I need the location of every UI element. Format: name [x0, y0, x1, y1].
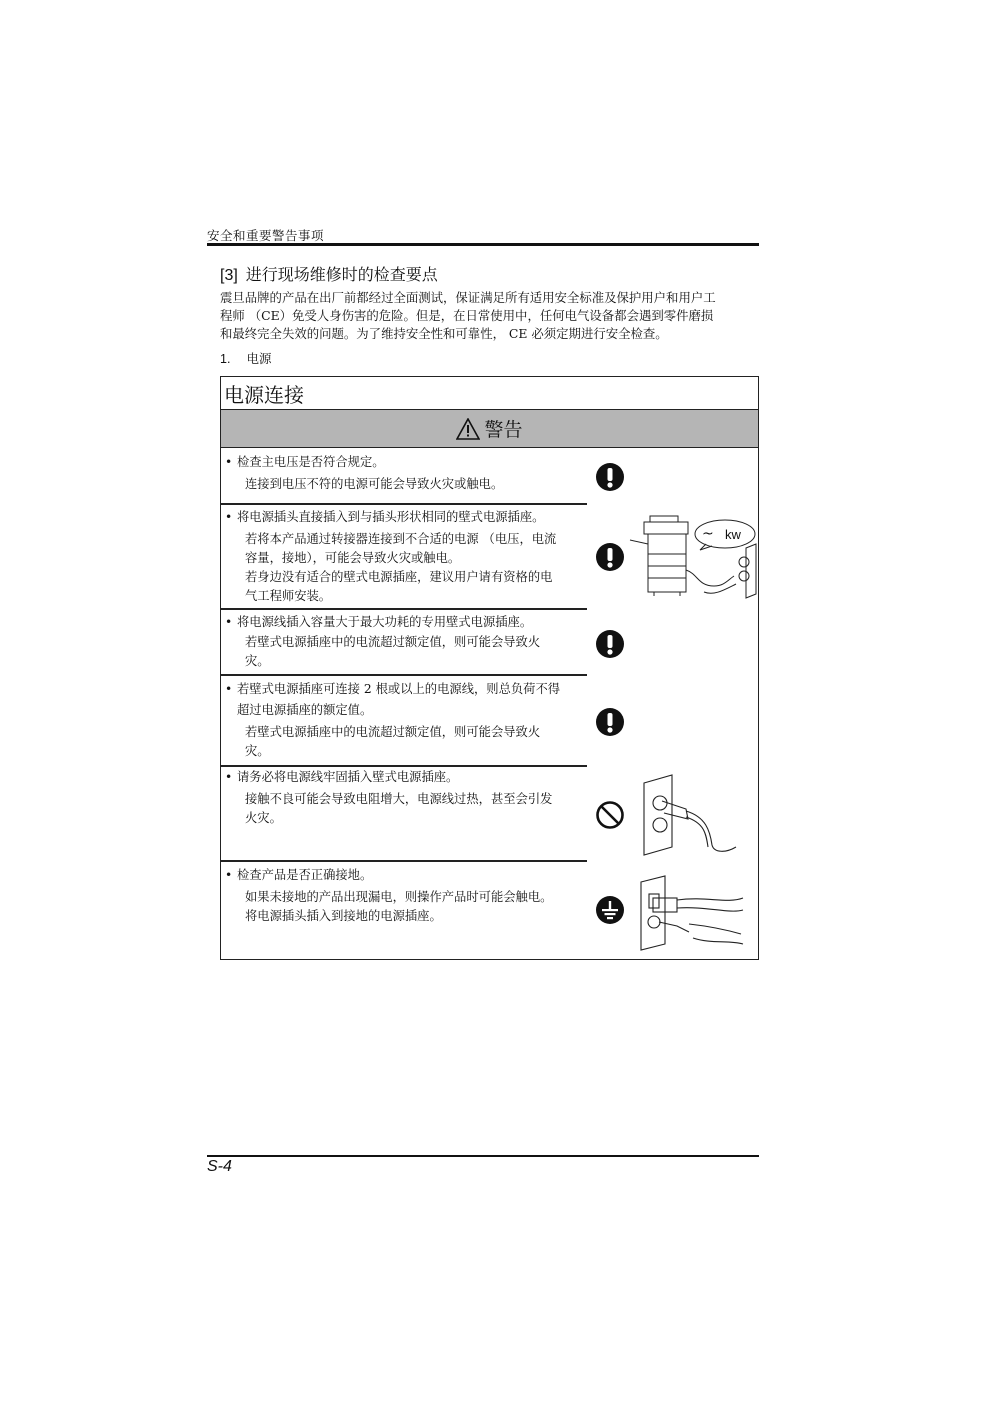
intro-line: 程师 （CE）免受人身伤害的危险。但是，在日常使用中，任何电气设备都会遇到零件磨损 [220, 308, 714, 323]
copier-outlet-illustration [628, 514, 758, 600]
bullet-text: • 请务必将电源线牢固插入壁式电源插座。 [225, 770, 459, 784]
detail-line: 灾。 [245, 744, 270, 758]
exclamation-icon [595, 629, 625, 659]
section-title-text: 进行现场维修时的检查要点 [245, 265, 438, 284]
check-item [225, 453, 587, 494]
grounded-plug-illustration [637, 874, 745, 952]
check-item [225, 866, 587, 926]
warning-label: 警告 [484, 419, 523, 441]
section-number: [3] [220, 267, 238, 284]
list-item-label: 电源 [246, 351, 272, 366]
detail-line: 若壁式电源插座中的电流超过额定值，则可能会导致火 [245, 635, 541, 649]
header-rule [207, 243, 759, 246]
detail-line: 若壁式电源插座中的电流超过额定值，则可能会导致火 [245, 725, 541, 739]
prohibition-icon [595, 800, 625, 830]
box-title: 电源连接 [224, 383, 304, 407]
list-item-number: 1. [220, 352, 231, 366]
bullet-text-cont: 超过电源插座的额定值。 [237, 703, 373, 717]
check-item [225, 508, 587, 606]
detail-line: 连接到电压不符的电源可能会导致火灾或触电。 [245, 477, 504, 491]
warning-band [221, 409, 758, 448]
intro-line: 和最终完全失效的问题。为了维持安全性和可靠性， CE 必须定期进行安全检查。 [220, 326, 668, 341]
detail-line: 如果未接地的产品出现漏电，则操作产品时可能会触电。 [245, 890, 553, 904]
row-separator [221, 860, 587, 862]
detail-line: 火灾。 [245, 811, 282, 825]
detail-line: 若将本产品通过转接器连接到不合适的电源 （电压，电流 [245, 532, 557, 546]
row-separator [221, 608, 587, 610]
exclamation-icon [595, 542, 625, 572]
detail-line: 若身边没有适合的壁式电源插座，建议用户请有资格的电 [245, 570, 553, 584]
check-item [225, 613, 587, 671]
detail-line: 接触不良可能会导致电阻增大，电源线过热，甚至会引发 [245, 792, 553, 806]
running-header: 安全和重要警告事项 [207, 228, 325, 243]
ground-icon [595, 895, 625, 925]
list-item-power [220, 349, 271, 367]
plug-outlet-illustration [640, 773, 740, 857]
row-separator [221, 765, 587, 767]
check-item [225, 768, 587, 828]
detail-line: 灾。 [245, 654, 270, 668]
svg-text:~: ~ [702, 526, 714, 542]
detail-line: 容量，接地），可能会导致火灾或触电。 [245, 551, 461, 565]
exclamation-icon [595, 462, 625, 492]
bullet-text: • 检查产品是否正确接地。 [225, 868, 373, 882]
exclamation-icon [595, 707, 625, 737]
row-separator [221, 503, 587, 505]
footer-rule [207, 1155, 759, 1157]
intro-line: 震旦品牌的产品在出厂前都经过全面测试，保证满足所有适用安全标准及保护用户和用户工 [220, 290, 716, 305]
detail-line: 将电源插头插入到接地的电源插座。 [245, 909, 442, 923]
bullet-text: • 检查主电压是否符合规定。 [225, 455, 385, 469]
bullet-text: • 若壁式电源插座可连接 2 根或以上的电源线，则总负荷不得 [225, 682, 561, 696]
warning-triangle-icon [456, 418, 480, 440]
intro-paragraph [220, 289, 760, 343]
bullet-text: • 将电源插头直接插入到与插头形状相同的壁式电源插座。 [225, 510, 545, 524]
bullet-text: • 将电源线插入容量大于最大功耗的专用壁式电源插座。 [225, 615, 533, 629]
row-separator [221, 674, 587, 676]
detail-line: 气工程师安装。 [245, 589, 332, 603]
kw-label: kw [725, 527, 741, 542]
check-item [225, 680, 587, 761]
page-number: S-4 [207, 1158, 232, 1175]
section-title [220, 262, 438, 285]
